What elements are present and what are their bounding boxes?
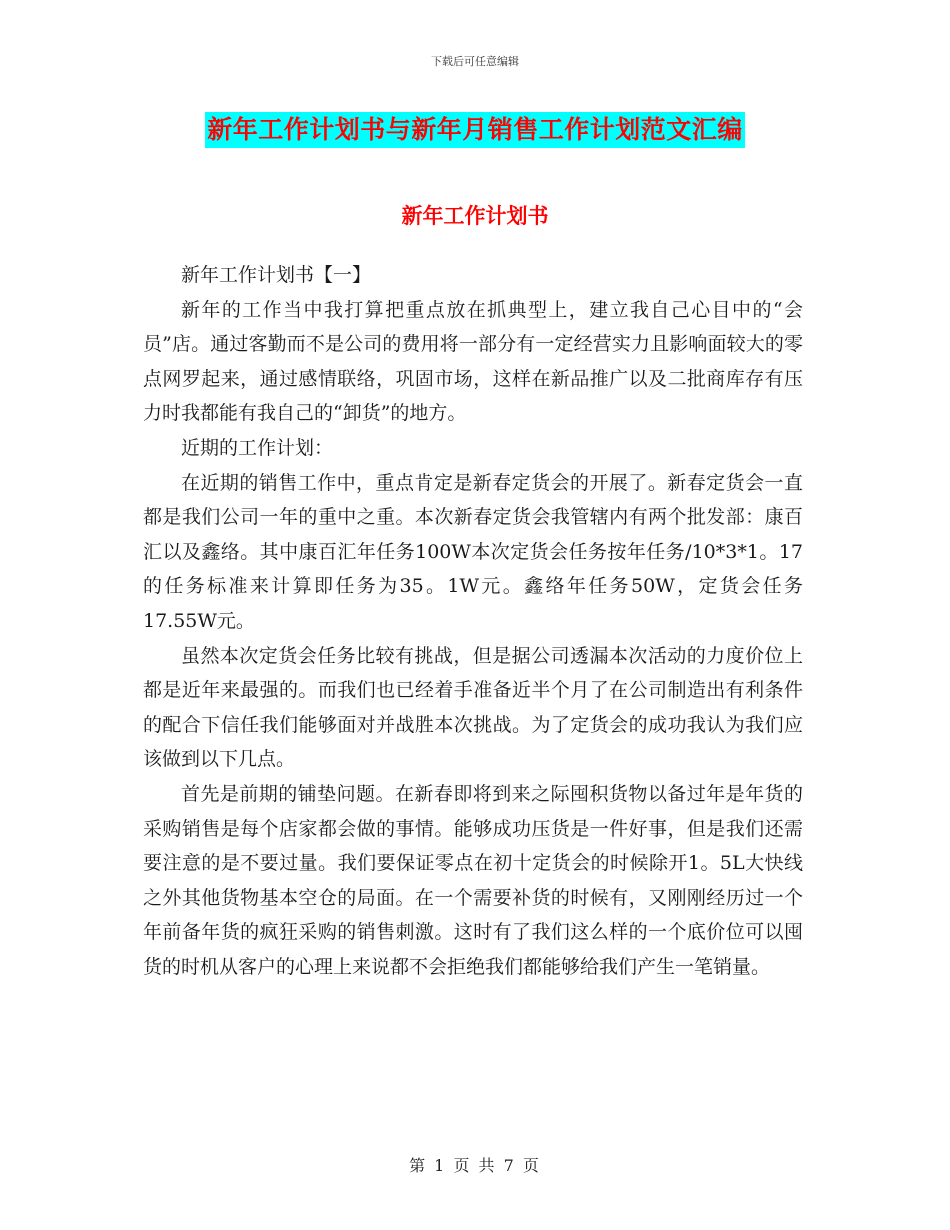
document-title-container bbox=[0, 112, 950, 148]
page-footer: 第 1 页 共 7 页 bbox=[409, 1156, 541, 1175]
paragraph: 在近期的销售工作中，重点肯定是新春定货会的开展了。新春定货会一直都是我们公司一年的重中之重。本次新春定货会我管辖内有两个批发部：康百汇以及鑫络。其中康百汇年任务100W本次定货会任务按年任务/10*3*1。17的任务标准来计算即任务为35。1W元。鑫络年任务50W，定货会任务 17.55W元。 bbox=[143, 471, 803, 632]
paragraph: 新年的工作当中我打算把重点放在抓典型上，建立我自己心目中的“会员”店。通过客勤而不是公司的费用将一部分有一定经营实力且影响面较大的零点网罗起来，通过感情联络，巩固市场，这样在新品推广以及二批商库存有压力时我都能有我自己的“卸货”的地方。 bbox=[143, 298, 803, 425]
document-body bbox=[143, 221, 803, 984]
document-title: 新年工作计划书与新年月销售工作计划范文汇编 bbox=[205, 112, 745, 148]
header-note: 下载后可任意编辑 bbox=[431, 55, 519, 68]
section-title: 新年工作计划书 bbox=[401, 203, 549, 228]
paragraph: 首先是前期的铺垫问题。在新春即将到来之际囤积货物以备过年是年货的采购销售是每个店家都会做的事情。能够成功压货是一件好事，但是我们还需要注意的是不要过量。我们要保证零点在初十定货会的时候除开1。5L大快线之外其他货物基本空仓的局面。在一个需要补货的时候有，又刚刚经历过一个年前备年货的疯狂采购的销售刺激。这时有了我们这么样的一个底价位可以囤货的时机从客户的心理上来说都不会拒绝我们都能够给我们产生一笔销量。 bbox=[143, 782, 803, 978]
paragraph: 近期的工作计划： bbox=[181, 436, 334, 459]
paragraph-heading: 新年工作计划书【一】 bbox=[181, 264, 372, 286]
paragraph: 虽然本次定货会任务比较有挑战，但是据公司透漏本次活动的力度价位上都是近年来最强的。而我们也已经着手准备近半个月了在公司制造出有利条件的配合下信任我们能够面对并战胜本次挑战。为了定货会的成功我认为我们应该做到以下几点。 bbox=[143, 644, 803, 771]
